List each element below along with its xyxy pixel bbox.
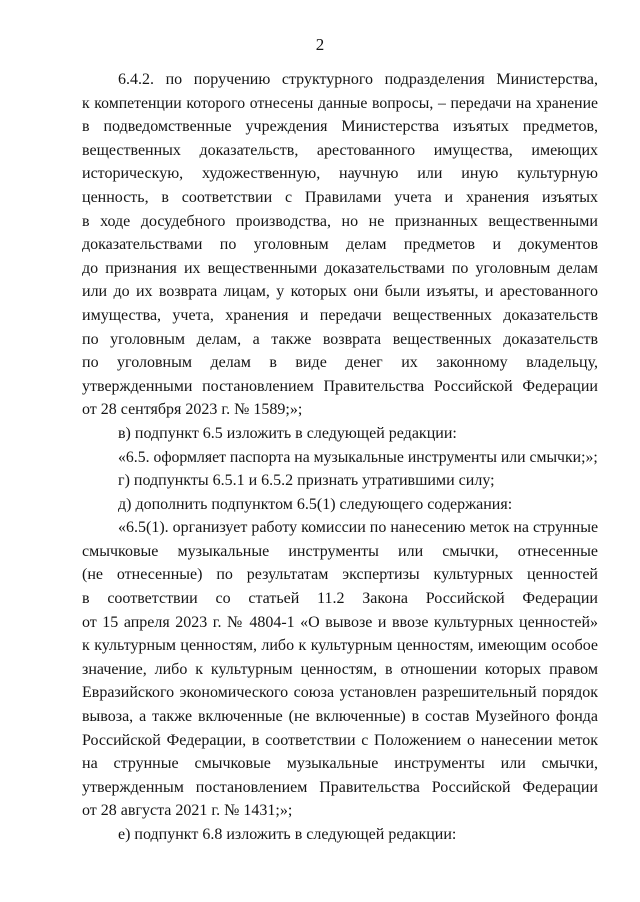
text-line: смычковые музыкальные инструменты или смычки, отнесенные [82,542,598,560]
text-line: в подведомственные учреждения Министерства изъятых предметов, [82,118,598,136]
text-line: до признания их вещественными доказательствами по уголовным делам [82,259,598,277]
text-line: от 28 августа 2021 г. № 1431;»; [82,802,293,820]
text-line: «6.5. оформляет паспорта на музыкальные инструменты или смычки;»; [118,448,598,466]
text-line: вещественных доказательств, арестованного имущества, имеющих [82,141,598,159]
text-line: утвержденным постановлением Правительства Российской Федерации [82,778,598,796]
text-line: в ходе досудебного производства, но не признанных вещественными [82,212,598,230]
text-line: 6.4.2. по поручению структурного подразделения Министерства, [118,71,598,88]
text-line: «6.5(1). организует работу комиссии по нанесению меток на струнные [118,519,599,537]
text-line: к компетенции которого отнесены данные вопросы, – передачи на хранение [82,94,598,112]
text-line: (не отнесенные) по результатам экспертизы культурных ценностей [82,566,598,584]
text-line: вывоза, а также включенные (не включенные) в состав Музейного фонда [82,708,598,726]
text-line: д) дополнить подпунктом 6.5(1) следующего содержания: [118,495,513,513]
text-line: в соответствии со статьей 11.2 Закона Российской Федерации [82,590,598,608]
text-line: или до их возврата лицам, у которых они были изъяты, и арестованного [82,283,598,301]
text-line: значение, либо к культурным ценностям, в отношении которых правом [82,660,598,678]
text-line: имущества, учета, хранения и передачи вещественных доказательств [82,306,598,324]
text-line: по уголовным делам, а также возврата вещественных доказательств [82,330,598,348]
text-line: к культурным ценностям, либо к культурным ценностям, имеющим особое [82,637,598,655]
document-body [82,68,598,847]
text-line: Евразийского экономического союза установлен разрешительный порядок [82,684,598,702]
text-line: доказательствами по уголовным делам предметов и документов [82,236,598,254]
text-line: историческую, художественную, научную или иную культурную [82,165,598,183]
text-line: г) подпункты 6.5.1 и 6.5.2 признать утратившими силу; [118,472,495,490]
text-line: от 28 сентября 2023 г. № 1589;»; [82,401,303,419]
text-line: утвержденными постановлением Правительства Российской Федерации [82,377,598,395]
text-line: по уголовным делам в виде денег их законному владельцу, [82,354,598,372]
text-line: от 15 апреля 2023 г. № 4804-1 «О вывозе и ввозе культурных ценностей» [82,613,598,631]
text-line: е) подпункт 6.8 изложить в следующей редакции: [118,826,457,843]
text-line: ценность, в соответствии с Правилами учета и хранения изъятых [82,188,598,206]
page-number: 2 [315,35,325,54]
text-line: на струнные смычковые музыкальные инструменты или смычки, [82,755,598,773]
text-line: Российской Федерации, в соответствии с Положением о нанесении меток [82,731,598,749]
text-line: в) подпункт 6.5 изложить в следующей редакции: [118,424,457,442]
